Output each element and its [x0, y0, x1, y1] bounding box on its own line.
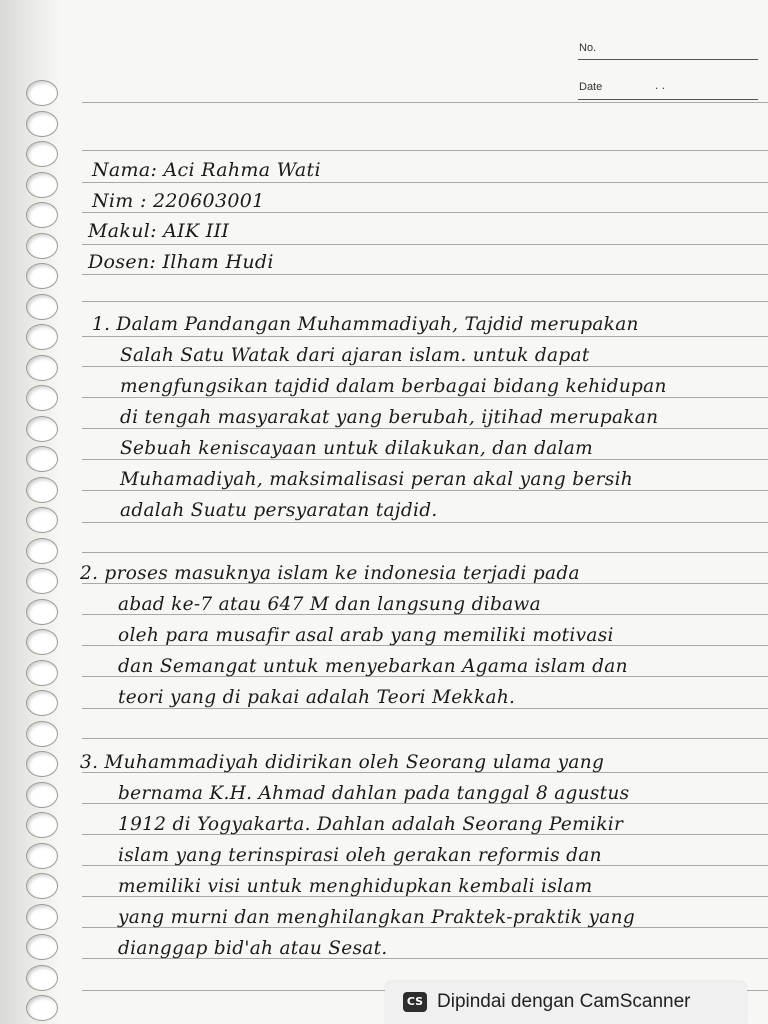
binder-hole — [26, 111, 58, 137]
ruled-line — [82, 708, 768, 709]
binder-hole — [26, 660, 58, 686]
answer-line: mengfungsikan tajdid dalam berbagai bidang kehidupan — [120, 376, 667, 397]
answer-line: 2. proses masuknya islam ke indonesia terjadi pada — [80, 563, 580, 584]
ruled-line — [82, 490, 768, 491]
ruled-line — [82, 102, 768, 103]
binder-hole — [26, 873, 58, 899]
binder-hole — [26, 263, 58, 289]
watermark-label: Dipindai dengan CamScanner — [437, 991, 691, 1012]
binder-hole — [26, 141, 58, 167]
ruled-line — [82, 459, 768, 460]
camscanner-watermark — [385, 982, 747, 1024]
binder-hole — [26, 843, 58, 869]
binder-hole — [26, 904, 58, 930]
binder-hole — [26, 690, 58, 716]
ruled-line — [82, 552, 768, 553]
ruled-line — [82, 182, 768, 183]
ruled-line — [82, 428, 768, 429]
binder-hole — [26, 995, 58, 1021]
date-underline — [578, 99, 758, 100]
ruled-line — [82, 150, 768, 151]
nim-line: Nim : 220603001 — [92, 190, 265, 212]
ruled-line — [82, 274, 768, 275]
answer-line: abad ke-7 atau 647 M dan langsung dibawa — [118, 594, 541, 615]
answer-line: yang murni dan menghilangkan Praktek-praktik yang — [118, 907, 635, 928]
answer-line: bernama K.H. Ahmad dahlan pada tanggal 8 agustus — [118, 783, 630, 804]
binder-hole — [26, 385, 58, 411]
date-dots: . . — [655, 78, 666, 92]
binder-hole — [26, 568, 58, 594]
binder-hole — [26, 721, 58, 747]
binder-hole — [26, 324, 58, 350]
answer-line: adalah Suatu persyaratan tajdid. — [120, 500, 438, 521]
answer-line: Muhamadiyah, maksimalisasi peran akal yang bersih — [120, 469, 634, 490]
dosen-line: Dosen: Ilham Hudi — [88, 251, 274, 273]
ruled-line — [82, 522, 768, 523]
ruled-line — [82, 301, 768, 302]
answer-line: 1. Dalam Pandangan Muhammadiyah, Tajdid merupakan — [92, 314, 639, 335]
binder-hole — [26, 934, 58, 960]
binder-hole — [26, 507, 58, 533]
answer-line: Salah Satu Watak dari ajaran islam. untuk dapat — [120, 345, 590, 366]
ruled-line — [82, 366, 768, 367]
binder-hole — [26, 965, 58, 991]
binder-hole — [26, 446, 58, 472]
answer-line: dianggap bid'ah atau Sesat. — [118, 938, 388, 959]
answer-line: oleh para musafir asal arab yang memiliki motivasi — [118, 625, 614, 646]
binder-hole — [26, 294, 58, 320]
binder-hole — [26, 355, 58, 381]
binder-hole — [26, 80, 58, 106]
binder-hole — [26, 812, 58, 838]
binder-hole — [26, 172, 58, 198]
answer-line: teori yang di pakai adalah Teori Mekkah. — [118, 687, 516, 708]
answer-line: 1912 di Yogyakarta. Dahlan adalah Seorang Pemikir — [118, 814, 624, 835]
ruled-line — [82, 397, 768, 398]
camscanner-logo-icon: CS — [403, 992, 427, 1012]
ruled-line — [82, 212, 768, 213]
binder-hole — [26, 751, 58, 777]
answer-line: dan Semangat untuk menyebarkan Agama islam dan — [118, 656, 628, 677]
binder-hole — [26, 477, 58, 503]
binder-hole — [26, 782, 58, 808]
binder-hole — [26, 202, 58, 228]
no-underline — [578, 59, 758, 60]
binder-holes — [0, 0, 60, 1024]
answer-line: islam yang terinspirasi oleh gerakan reformis dan — [118, 845, 602, 866]
answer-line: 3. Muhammadiyah didirikan oleh Seorang ulama yang — [80, 752, 605, 773]
answer-line: memiliki visi untuk menghidupkan kembali islam — [118, 876, 593, 897]
nama-line: Nama: Aci Rahma Wati — [92, 159, 321, 181]
binder-hole — [26, 599, 58, 625]
binder-hole — [26, 538, 58, 564]
ruled-line — [82, 336, 768, 337]
date-label: Date — [579, 81, 603, 93]
no-label: No. — [579, 42, 597, 54]
ruled-line — [82, 738, 768, 739]
answer-line: Sebuah keniscayaan untuk dilakukan, dan dalam — [120, 438, 593, 459]
ruled-line — [82, 244, 768, 245]
binder-hole — [26, 416, 58, 442]
binder-hole — [26, 629, 58, 655]
binder-hole — [26, 233, 58, 259]
makul-line: Makul: AIK III — [88, 220, 230, 242]
answer-line: di tengah masyarakat yang berubah, ijtihad merupakan — [120, 407, 659, 428]
